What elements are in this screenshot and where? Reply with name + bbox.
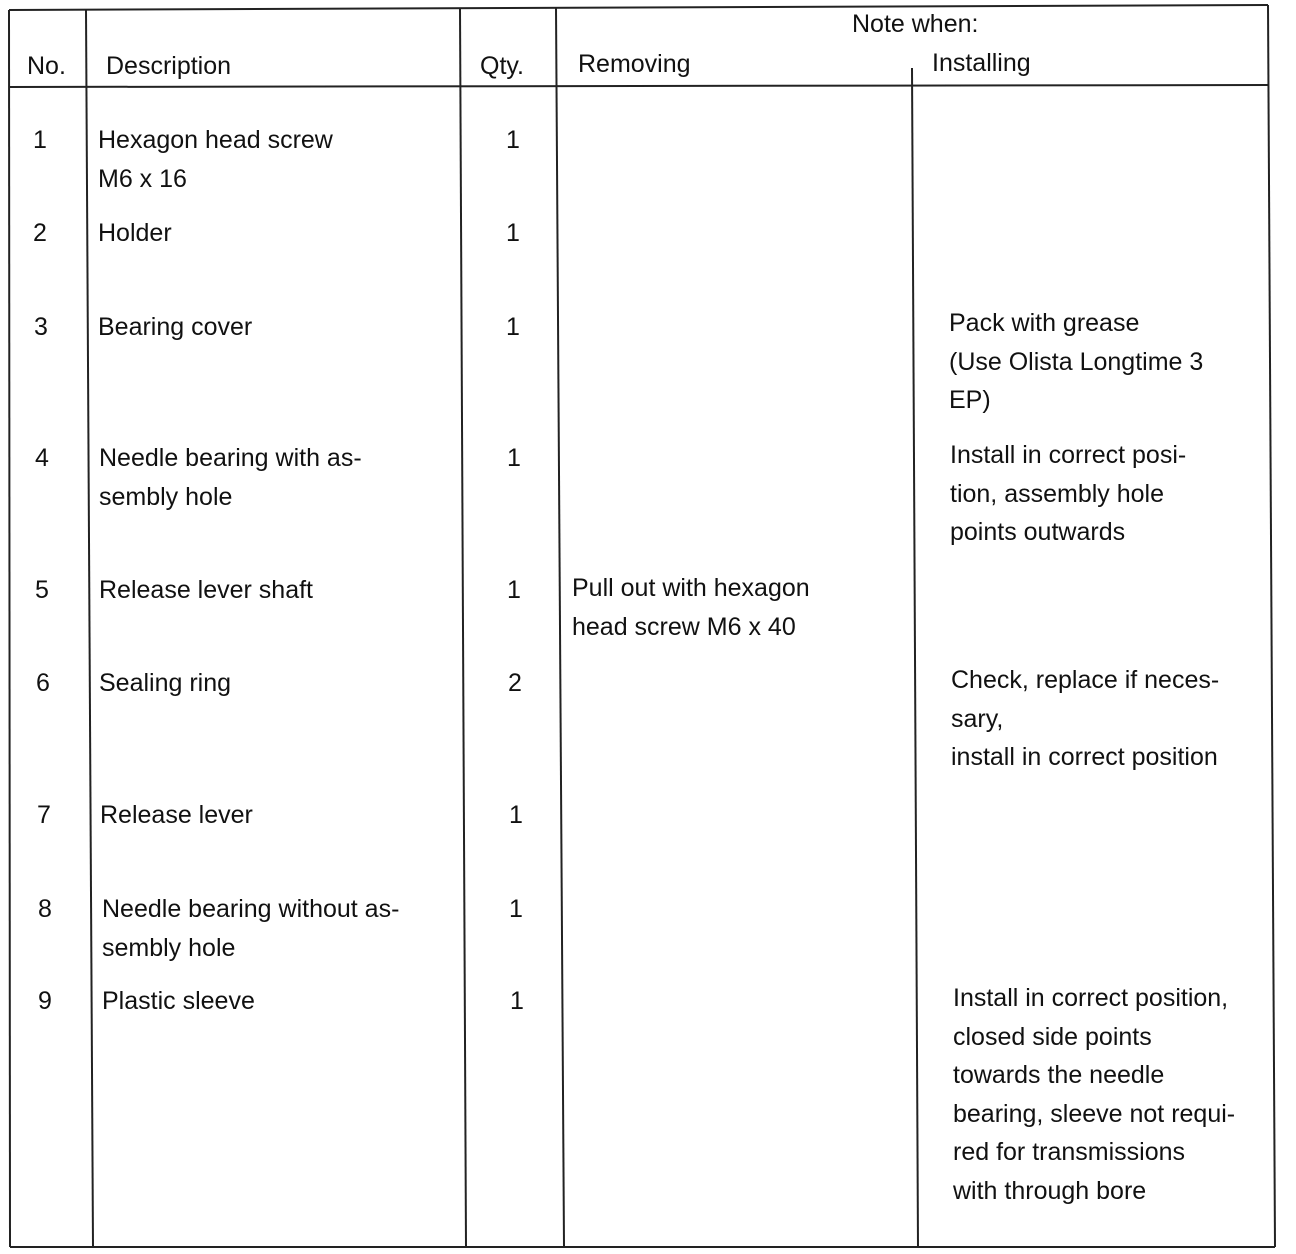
- row-installing-note: Pack with grease (Use Olista Longtime 3 EP): [949, 309, 1204, 414]
- row-no: 4: [35, 444, 49, 472]
- row-description: Needle bearing without as- sembly hole: [102, 895, 400, 962]
- header-installing: Installing: [932, 49, 1031, 77]
- row-no: 9: [38, 987, 52, 1015]
- row-description: Holder: [98, 219, 172, 247]
- row-qty: 1: [507, 444, 521, 472]
- row-qty: 1: [506, 219, 520, 247]
- row-no: 3: [34, 313, 48, 341]
- header-note-when: Note when:: [852, 10, 979, 38]
- row-qty: 1: [507, 576, 521, 604]
- row-qty: 1: [506, 313, 520, 341]
- header-qty: Qty.: [480, 52, 524, 80]
- header-no: No.: [27, 52, 66, 80]
- row-no: 2: [33, 219, 47, 247]
- header-description: Description: [106, 52, 232, 80]
- row-description: Needle bearing with as- sembly hole: [99, 444, 362, 511]
- row-no: 6: [36, 669, 50, 697]
- row-qty: 1: [509, 801, 523, 829]
- row-description: Plastic sleeve: [102, 987, 255, 1015]
- row-installing-note: Install in correct position, closed side points towards the needle bearing, sleeve not requi- red for transmissions with through bore: [953, 984, 1236, 1205]
- row-description: Release lever: [100, 801, 253, 829]
- row-description: Sealing ring: [99, 669, 232, 697]
- row-no: 5: [35, 576, 49, 604]
- row-removing-note: Pull out with hexagon head screw M6 x 40: [572, 574, 810, 641]
- row-qty: 1: [506, 126, 520, 154]
- row-description: Release lever shaft: [99, 576, 314, 604]
- row-no: 7: [37, 801, 51, 829]
- row-description: Hexagon head screw M6 x 16: [98, 126, 333, 193]
- row-qty: 2: [508, 669, 522, 697]
- row-installing-note: Install in correct posi- tion, assembly hole points outwards: [950, 441, 1187, 546]
- row-no: 1: [33, 126, 47, 154]
- header-removing: Removing: [578, 50, 691, 78]
- row-qty: 1: [510, 987, 524, 1015]
- row-qty: 1: [509, 895, 523, 923]
- row-description: Bearing cover: [98, 313, 253, 341]
- row-no: 8: [38, 895, 52, 923]
- row-installing-note: Check, replace if neces- sary, install in correct position: [951, 666, 1220, 771]
